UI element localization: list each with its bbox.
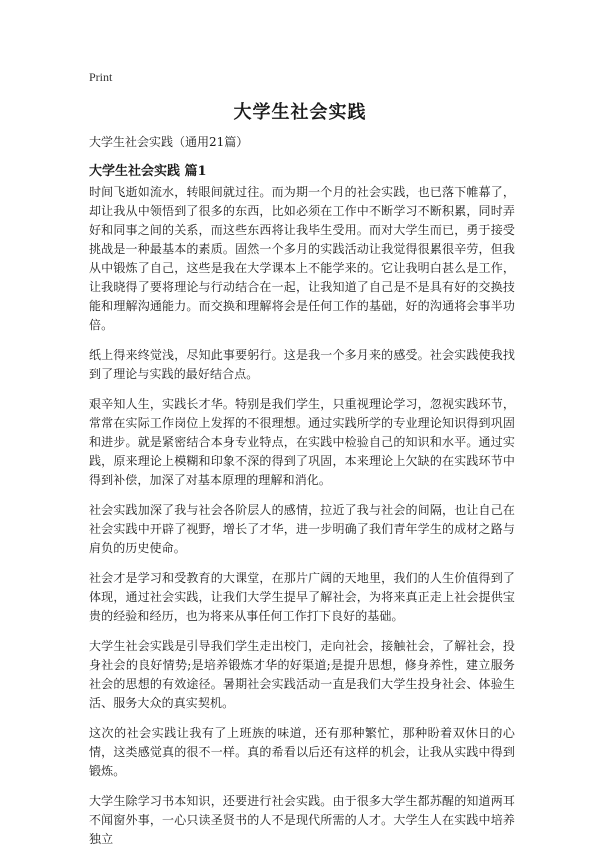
section-heading: 大学生社会实践 篇1 bbox=[89, 164, 207, 179]
document-title: 大学生社会实践 bbox=[233, 102, 367, 123]
paragraph: 纸上得来终觉浅，尽知此事要躬行。这是我一个多月来的感受。社会实践使我找到了理论与实践的最好结合点。 bbox=[89, 348, 515, 381]
paragraph: 时间飞逝如流水，转眼间就过往。而为期一个月的社会实践，也已落下帷幕了，却让我从中领悟到了很多的东西，比如必须在工作中不断学习不断积累，同时弄好和同事之间的关系，而这些东西将让我毕生受用。而对大学生而已，勇于接受挑战是一种最基本的素质。固然一个多月的实践活动让我觉得很累很辛劳，但我从中锻炼了自己，这些是我在大学课本上不能学来的。它让我明白甚么是工作，让我晓得了要将理论与行动结合在一起，让我知道了自己是不是具有好的交换技能和理解沟通能力。而交换和理解将会是任何工作的基础，好的沟通将会事半功倍。 bbox=[89, 185, 515, 332]
paragraph: 社会实践加深了我与社会各阶层人的感情，拉近了我与社会的间隔，也让自己在社会实践中开辟了视野，增长了才华，进一步明确了我们青年学生的成材之路与肩负的历史使命。 bbox=[89, 503, 515, 555]
paragraph: 这次的社会实践让我有了上班族的味道，还有那种繁忙，那种盼着双休日的心情，这类感觉真的很不一样。真的希看以后还有这样的机会，让我从实践中得到锻炼。 bbox=[89, 726, 515, 778]
paragraph: 社会才是学习和受教育的大课堂，在那片广阔的天地里，我们的人生价值得到了体现，通过社会实践，让我们大学生提早了解社会，为将来真正走上社会提供宝贵的经验和经历，也为将来从事任何工作打下良好的基础。 bbox=[89, 571, 515, 623]
paragraph: 大学生除学习书本知识，还要进行社会实践。由于很多大学生都苏醒的知道两耳不闻窗外事，一心只读圣贤书的人不是现代所需的人才。大学生人在实践中培养独立 bbox=[89, 794, 515, 846]
paragraph: 大学生社会实践是引导我们学生走出校门，走向社会，接触社会，了解社会，投身社会的良好情势;是培养锻炼才华的好渠道;是提升思想，修身养性，建立服务社会的思想的有效途径。暑期社会实践活动一直是我们大学生投身社会、体验生活、服务大众的真实契机。 bbox=[89, 639, 515, 710]
document-body bbox=[89, 183, 515, 860]
document-subtitle: 大学生社会实践（通用21篇） bbox=[89, 135, 249, 149]
print-label: Print bbox=[89, 70, 113, 84]
paragraph: 艰辛知人生，实践长才华。特别是我们学生，只重视理论学习，忽视实践环节，常常在实际工作岗位上发挥的不很理想。通过实践所学的专业理论知识得到巩固和进步。就是紧密结合本身专业特点，在实践中检验自己的知识和水平。通过实践，原来理论上模糊和印象不深的得到了巩固，本来理论上欠缺的在实践环节中得到补偿，加深了对基本原理的理解和消化。 bbox=[89, 397, 515, 487]
